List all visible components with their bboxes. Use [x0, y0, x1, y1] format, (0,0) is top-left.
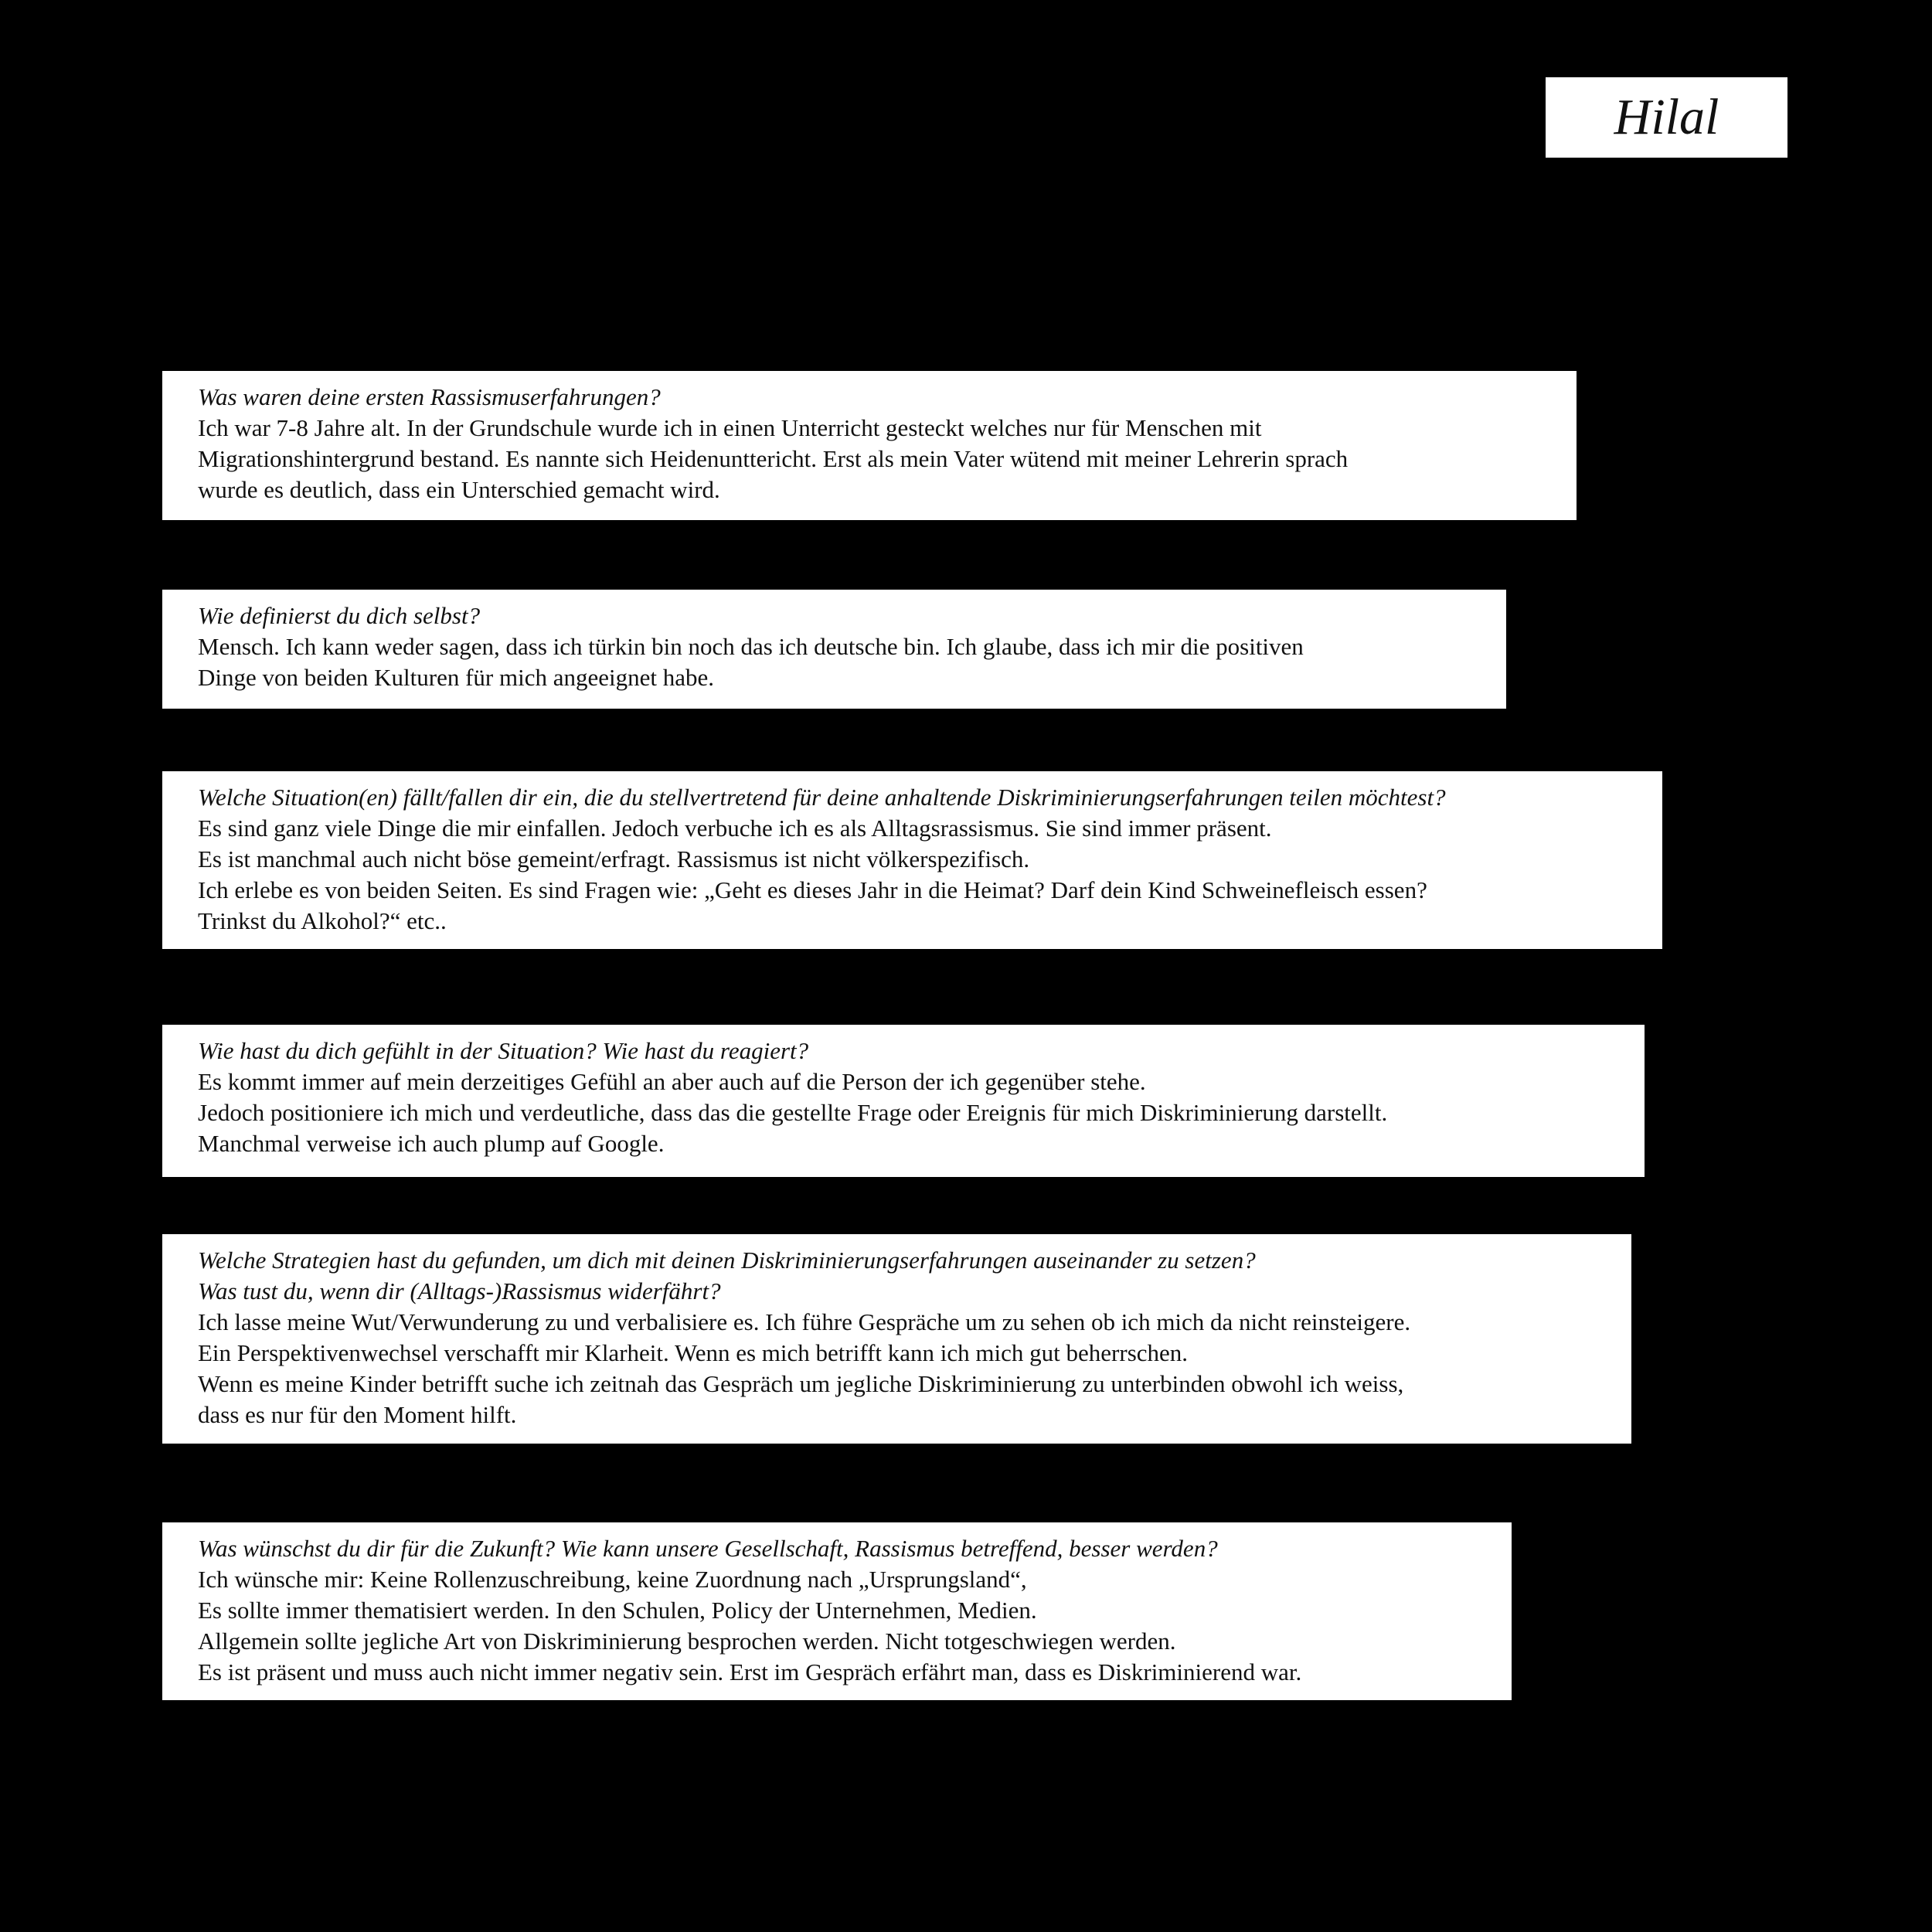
- answer-line: Manchmal verweise ich auch plump auf Google.: [198, 1130, 665, 1157]
- question-text: Wie hast du dich gefühlt in der Situation? Wie hast du reagiert?: [198, 1037, 809, 1064]
- qa-box-future-wishes: [162, 1522, 1512, 1700]
- answer-line: Ich lasse meine Wut/Verwunderung zu und verbalisiere es. Ich führe Gespräche um zu sehen ob ich mich da nicht reinsteigere.: [198, 1308, 1411, 1335]
- page-title: Hilal: [1614, 89, 1719, 145]
- qa-box-first-experiences: [162, 371, 1577, 520]
- answer-line: Es sind ganz viele Dinge die mir einfallen. Jedoch verbuche ich es als Alltagsrassismus. Sie sind immer präsent.: [198, 815, 1272, 842]
- answer-line: Jedoch positioniere ich mich und verdeutliche, dass das die gestellte Frage oder Ereignis für mich Diskriminierung darstellt.: [198, 1099, 1388, 1126]
- answer-line: Ich erlebe es von beiden Seiten. Es sind Fragen wie: „Geht es dieses Jahr in die Heimat? Darf dein Kind Schweinefleisch essen?: [198, 876, 1427, 903]
- question-text: Welche Situation(en) fällt/fallen dir ein, die du stellvertretend für deine anhaltende Diskriminierungserfahrungen teilen möchtest?: [198, 784, 1446, 811]
- question-text: Was tust du, wenn dir (Alltags-)Rassismus widerfährt?: [198, 1277, 721, 1304]
- name-label-box: [1546, 77, 1787, 158]
- answer-line: Migrationshintergrund bestand. Es nannte sich Heidenunttericht. Erst als mein Vater wütend mit meiner Lehrerin sprach: [198, 445, 1349, 472]
- qa-box-self-definition: [162, 590, 1506, 709]
- answer-line: Ich war 7-8 Jahre alt. In der Grundschule wurde ich in einen Unterricht gesteckt welches nur für Menschen mit: [198, 414, 1262, 441]
- question-text: Was waren deine ersten Rassismuserfahrungen?: [198, 383, 661, 410]
- answer-line: Allgemein sollte jegliche Art von Diskriminierung besprochen werden. Nicht totgeschwiegen werden.: [198, 1628, 1176, 1655]
- question-text: Wie definierst du dich selbst?: [198, 602, 481, 629]
- answer-line: Mensch. Ich kann weder sagen, dass ich türkin bin noch das ich deutsche bin. Ich glaube, dass ich mir die positiven: [198, 633, 1304, 660]
- qa-box-feelings-reaction: [162, 1025, 1645, 1177]
- answer-line: Trinkst du Alkohol?“ etc..: [198, 907, 447, 934]
- answer-line: wurde es deutlich, dass ein Unterschied gemacht wird.: [198, 476, 720, 503]
- answer-line: Es kommt immer auf mein derzeitiges Gefühl an aber auch auf die Person der ich gegenüber stehe.: [198, 1068, 1146, 1095]
- answer-line: Wenn es meine Kinder betrifft suche ich zeitnah das Gespräch um jegliche Diskriminierung zu unterbinden obwohl ich weiss,: [198, 1370, 1404, 1397]
- answer-line: Ein Perspektivenwechsel verschafft mir Klarheit. Wenn es mich betrifft kann ich mich gut beherrschen.: [198, 1339, 1189, 1366]
- answer-line: Es ist präsent und muss auch nicht immer negativ sein. Erst im Gespräch erfährt man, dass es Diskriminierend war.: [198, 1658, 1302, 1685]
- answer-line: Ich wünsche mir: Keine Rollenzuschreibung, keine Zuordnung nach „Ursprungsland“,: [198, 1566, 1027, 1593]
- qa-box-situations: [162, 771, 1662, 949]
- question-text: Was wünschst du dir für die Zukunft? Wie kann unsere Gesellschaft, Rassismus betreffend, besser werden?: [198, 1535, 1218, 1562]
- answer-line: dass es nur für den Moment hilft.: [198, 1401, 517, 1428]
- answer-line: Dinge von beiden Kulturen für mich angeeignet habe.: [198, 664, 714, 691]
- answer-line: Es sollte immer thematisiert werden. In den Schulen, Policy der Unternehmen, Medien.: [198, 1597, 1037, 1624]
- answer-line: Es ist manchmal auch nicht böse gemeint/erfragt. Rassismus ist nicht völkerspezifisch.: [198, 845, 1030, 872]
- question-text: Welche Strategien hast du gefunden, um dich mit deinen Diskriminierungserfahrungen auseinander zu setzen?: [198, 1247, 1256, 1274]
- qa-box-strategies: [162, 1234, 1631, 1444]
